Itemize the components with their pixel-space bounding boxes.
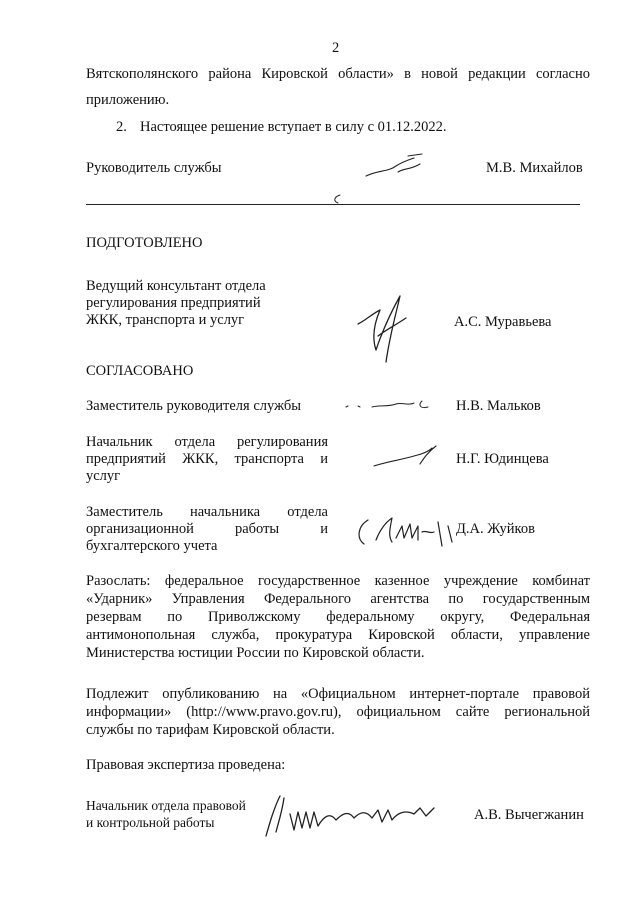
agreed-signer-3-position-line-3: бухгалтерского учета (86, 538, 218, 554)
distribution-line-1: Разослать: федеральное государственное казенное учреждение комбинат (86, 573, 590, 589)
prepared-position-line-2: регулирования предприятий (86, 295, 261, 311)
prepared-position-line-1: Ведущий консультант отдела (86, 278, 266, 294)
agreed-signer-1-position: Заместитель руководителя службы (86, 398, 302, 414)
item-2-text: Настоящее решение вступает в силу с 01.12.2022. (140, 119, 447, 135)
agreed-signer-3-name: Д.А. Жуйков (456, 521, 535, 537)
head-name: М.В. Михайлов (486, 160, 583, 176)
legal-position-line-2: и контрольной работы (86, 815, 215, 830)
distribution-line-3: резервам по Приволжскому федеральному округу, Федеральная (86, 609, 590, 625)
agreed-signer-2-position-line-1: Начальник отдела регулирования (86, 434, 328, 450)
legal-signature (262, 790, 442, 840)
head-signature (362, 150, 432, 184)
publication-line-2: информации» (http://www.pravo.gov.ru), официальном сайте региональной (86, 704, 590, 720)
prepared-position-line-3: ЖКК, транспорта и услуг (86, 312, 245, 328)
agreed-signer-2-signature (370, 442, 442, 472)
agreed-signer-2-name: Н.Г. Юдинцева (456, 451, 549, 467)
legal-name: А.В. Вычегжанин (474, 807, 584, 823)
publication-line-3: службы по тарифам Кировской области. (86, 722, 335, 738)
intro-line-1: Вятскополянского района Кировской области» в новой редакции согласно (86, 66, 590, 82)
agreed-signer-1-name: Н.В. Мальков (456, 398, 541, 414)
intro-line-2: приложению. (86, 92, 170, 108)
publication-line-1: Подлежит опубликованию на «Официальном интернет-портале правовой (86, 686, 590, 702)
prepared-heading: ПОДГОТОВЛЕНО (86, 235, 203, 251)
legal-position-line-1: Начальник отдела правовой (86, 798, 246, 813)
prepared-signature (352, 290, 414, 366)
distribution-line-5: Министерства юстиции России по Кировской области. (86, 645, 425, 661)
agreed-heading: СОГЛАСОВАНО (86, 363, 194, 379)
item-2-number: 2. (116, 119, 127, 135)
agreed-signer-3-position-line-2: организационной работы и (86, 521, 328, 537)
head-position: Руководитель службы (86, 160, 222, 176)
page-number: 2 (332, 40, 340, 56)
prepared-name: А.С. Муравьева (454, 314, 552, 330)
agreed-signer-3-signature (352, 512, 464, 552)
agreed-signer-2-position-line-3: услуг (86, 468, 121, 484)
agreed-signer-1-signature (340, 395, 436, 415)
agreed-signer-3-position-line-1: Заместитель начальника отдела (86, 504, 328, 520)
distribution-line-4: антимонопольная служба, прокуратура Кировской области, управление (86, 627, 590, 643)
distribution-line-2: «Ударник» Управления Федерального агентства по государственным (86, 591, 590, 607)
legal-note: Правовая экспертиза проведена: (86, 757, 286, 773)
separator-mark (330, 192, 344, 206)
agreed-signer-2-position-line-2: предприятий ЖКК, транспорта и (86, 451, 328, 467)
